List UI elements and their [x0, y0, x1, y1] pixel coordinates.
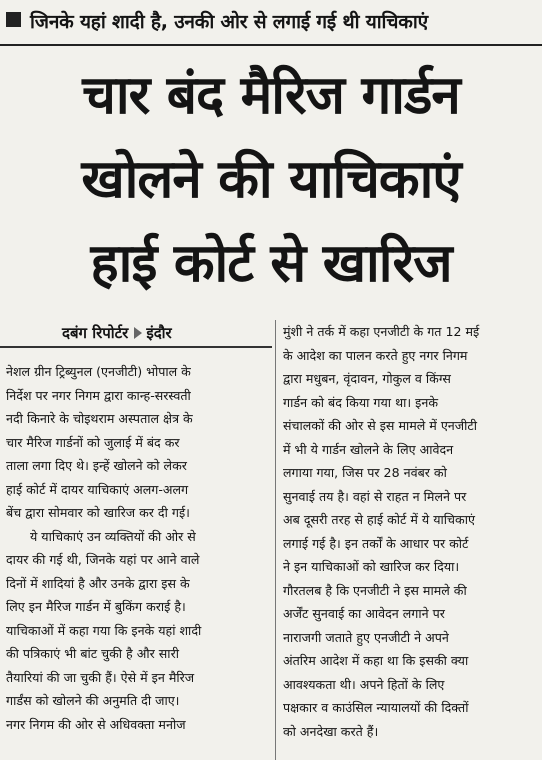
bullet-square-icon	[6, 12, 21, 27]
article-line: ये याचिकाएं उन व्यक्तियों की ओर से	[30, 528, 196, 544]
article-line: नाराजगी जताते हुए एनजीटी ने अपने	[283, 629, 449, 645]
article-line: लगाया गया, जिस पर 28 नवंबर को	[283, 465, 447, 480]
headline	[0, 54, 542, 306]
article-line: याचिकाओं में कहा गया कि इनके यहां शादी	[6, 622, 202, 638]
byline	[62, 323, 172, 343]
article-line: अर्जेंट सुनवाई का आवेदन लगाने पर	[283, 606, 445, 621]
article-line: में भी ये गार्डन खोलने के लिए आवेदन	[283, 441, 454, 457]
article-line: की पत्रिकाएं भी बांट चुकी है और सारी	[6, 646, 179, 661]
article-line: गार्डन को बंद किया गया था। इनके	[283, 394, 438, 410]
article-line: दिनों में शादियां है और उनके द्वारा इस के	[6, 575, 190, 591]
article-line: तैयारियां की जा चुकी हैं। ऐसे में इन मैरिज	[6, 669, 195, 685]
article-line: नदी किनारे के चोइथराम अस्पताल क्षेत्र के	[6, 411, 193, 426]
article-line: दायर की गई थी, जिनके यहां पर आने वाले	[6, 552, 200, 567]
article-line: गार्डंस को खोलने की अनुमति दी जाए।	[6, 693, 180, 708]
article-line: मुंशी ने तर्क में कहा एनजीटी के गत 12 मई	[283, 324, 480, 339]
headline-line: खोलने की याचिकाएं	[81, 149, 461, 210]
article-line: आवश्यकता थी। अपने हितों के लिए	[283, 676, 445, 692]
article-line: सुनवाई तय है। वहां से राहत न मिलने पर	[283, 488, 467, 504]
byline-rule	[0, 346, 272, 348]
article-line: अंतरिम आदेश में कहा था कि इसकी क्या	[283, 653, 469, 668]
article-line: बेंच द्वारा सोमवार को खारिज कर दी गई।	[6, 505, 190, 520]
kicker-text: जिनके यहां शादी है, उनकी ओर से लगाई गई थी याचिकाएं	[30, 11, 428, 33]
reporter-name: दबंग रिपोर्टर	[62, 324, 129, 342]
article-line: अब दूसरी तरह से हाई कोर्ट में ये याचिकाएं	[283, 512, 475, 527]
article-line: नेशल ग्रीन ट्रिब्युनल (एनजीटी) भोपाल के	[6, 364, 191, 379]
article-line: हाई कोर्ट में दायर याचिकाएं अलग-अलग	[6, 481, 189, 497]
article-line: ने इन याचिकाओं को खारिज कर दिया।	[283, 559, 460, 574]
article-line: ताला लगा दिए थे। इन्हें खोलने को लेकर	[6, 458, 187, 473]
article-line: द्वारा मधुबन, वृंदावन, गोकुल व किंग्स	[283, 371, 451, 386]
article-line: चार मैरिज गार्डनों को जुलाई में बंद कर	[6, 434, 180, 450]
article-line: नगर निगम की ओर से अधिवक्ता मनोज	[6, 716, 186, 732]
article-line: को अनदेखा करते हैं।	[283, 723, 379, 739]
article-line: के आदेश का पालन करते हुए नगर निगम	[283, 347, 468, 363]
article-line: संचालकों की ओर से इस मामले में एनजीटी	[283, 418, 478, 433]
headline-line: चार बंद मैरिज गार्डन	[82, 65, 460, 126]
left-column	[6, 360, 268, 736]
article-line: निर्देश पर नगर निगम द्वारा कान्ह-सरस्वती	[6, 387, 191, 403]
article-line: लिए इन मैरिज गार्डन में बुकिंग कराई है।	[6, 599, 186, 614]
kicker-bar	[0, 0, 542, 46]
headline-line: हाई कोर्ट से खारिज	[90, 233, 452, 294]
play-arrow-icon	[134, 327, 142, 339]
article-line: पक्षकार व काउंसिल न्यायालयों की दिक्तों	[283, 700, 469, 715]
dateline-location: इंदौर	[146, 324, 172, 342]
column-divider	[275, 320, 276, 760]
article-line: लगाई गई है। इन तर्कों के आधार पर कोर्ट	[283, 535, 469, 551]
right-column	[283, 320, 537, 743]
article-line: गौरतलब है कि एनजीटी ने इस मामले की	[283, 582, 467, 598]
